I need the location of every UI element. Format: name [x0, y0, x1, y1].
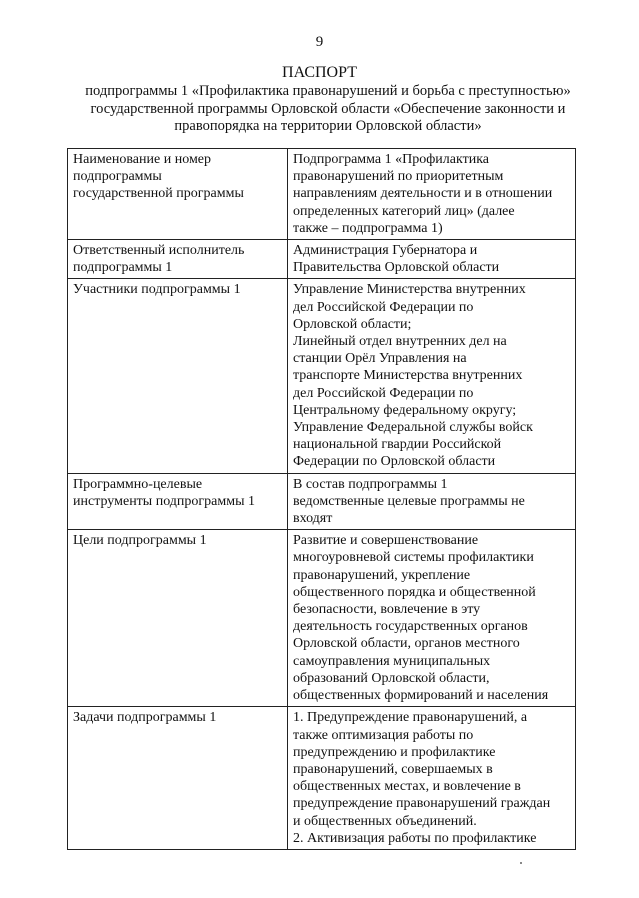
row-label-cell [68, 473, 288, 530]
row-label-line: подпрограммы [73, 169, 162, 185]
row-value-line: самоуправления муниципальных [293, 653, 491, 669]
row-value-line: общественных местах, и вовлечение в [293, 779, 521, 795]
row-value-cell [288, 473, 576, 530]
row-value-cell [288, 240, 576, 279]
row-label-cell [68, 707, 288, 850]
row-value-line: национальной гвардии Российской [293, 437, 502, 453]
row-value-line: станции Орёл Управления на [293, 351, 467, 367]
row-value-line: направлениям деятельности и в отношении [293, 186, 553, 202]
row-value-line: Подпрограмма 1 «Профилактика [293, 152, 490, 167]
row-label-line: инструменты подпрограммы 1 [73, 493, 255, 509]
row-value-line: предупреждению и профилактике [293, 744, 496, 760]
subtitle-line: правопорядка на территории Орловской области» [174, 118, 482, 134]
row-value-cell [288, 530, 576, 707]
row-value-line: безопасности, вовлечение в эту [293, 602, 481, 618]
page-number: 9 [315, 34, 324, 50]
row-value-cell [288, 149, 576, 240]
row-value-line: Управление Министерства внутренних [293, 282, 526, 298]
row-value-line: предупреждение правонарушений граждан [293, 796, 551, 812]
row-label-line: Задачи подпрограммы 1 [73, 710, 217, 726]
subtitle-line: подпрограммы 1 «Профилактика правонарушений и борьба с преступностью» [85, 83, 571, 99]
row-label-cell [68, 279, 288, 473]
row-value-line: правонарушений, совершаемых в [293, 761, 493, 777]
row-value-line: ведомственные целевые программы не [293, 493, 525, 509]
row-value-line: определенных категорий лиц» (далее [293, 203, 515, 219]
row-label-line: государственной программы [73, 186, 244, 202]
row-value-line: Орловской области, органов местного [293, 636, 520, 652]
row-value-line: Правительства Орловской области [293, 260, 500, 276]
passport-row [68, 707, 576, 850]
row-label-line: Программно-целевые [73, 476, 203, 492]
row-value-line: также оптимизация работы по [293, 727, 474, 743]
row-value-line: Центральному федеральному округу; [293, 402, 517, 418]
row-value-line: входят [293, 511, 333, 527]
row-value-line: Управление Федеральной службы войск [293, 420, 533, 436]
passport-table [67, 148, 576, 850]
passport-row [68, 473, 576, 530]
row-value-line: Федерации по Орловской области [293, 454, 496, 470]
passport-row [68, 279, 576, 473]
row-label-line: Наименование и номер [73, 152, 212, 167]
row-value-line: правонарушений по приоритетным [293, 169, 504, 185]
row-value-line: общественного порядка и общественной [293, 584, 536, 600]
row-value-line: правонарушений, укрепление [293, 567, 471, 583]
row-label-line: Ответственный исполнитель [73, 243, 245, 259]
document-subtitle [62, 83, 594, 136]
scan-speck [520, 862, 522, 864]
row-value-line: Линейный отдел внутренних дел на [293, 334, 507, 350]
row-value-line: Орловской области; [293, 316, 412, 332]
subtitle-line: государственной программы Орловской области «Обеспечение законности и [90, 100, 566, 117]
row-value-line: и общественных объединений. [293, 813, 477, 829]
row-label-cell [68, 530, 288, 707]
row-value-line: Развитие и совершенствование [293, 533, 479, 549]
row-value-line: 2. Активизация работы по профилактике [293, 830, 537, 846]
row-value-line: В состав подпрограммы 1 [293, 476, 448, 492]
passport-row [68, 240, 576, 279]
row-value-line: образований Орловской области, [293, 670, 490, 686]
row-value-line: дел Российской Федерации по [293, 299, 474, 315]
row-label-line: Цели подпрограммы 1 [73, 533, 207, 549]
row-label-cell [68, 149, 288, 240]
row-label-line: подпрограммы 1 [73, 260, 173, 276]
row-value-line: деятельность государственных органов [293, 619, 528, 635]
passport-row [68, 530, 576, 707]
passport-table-body [68, 149, 576, 850]
passport-row [68, 149, 576, 240]
row-label-cell [68, 240, 288, 279]
row-value-line: дел Российской Федерации по [293, 385, 474, 401]
document-title: ПАСПОРТ [282, 64, 357, 81]
row-value-cell [288, 279, 576, 473]
row-value-cell [288, 707, 576, 850]
row-value-line: транспорте Министерства внутренних [293, 368, 523, 384]
row-label-line: Участники подпрограммы 1 [73, 282, 241, 298]
row-value-line: многоуровневой системы профилактики [293, 550, 534, 566]
row-value-line: также – подпрограмма 1) [293, 220, 443, 236]
row-value-line: 1. Предупреждение правонарушений, а [293, 710, 528, 726]
row-value-line: общественных формирований и населения [293, 688, 549, 704]
row-value-line: Администрация Губернатора и [293, 243, 478, 259]
